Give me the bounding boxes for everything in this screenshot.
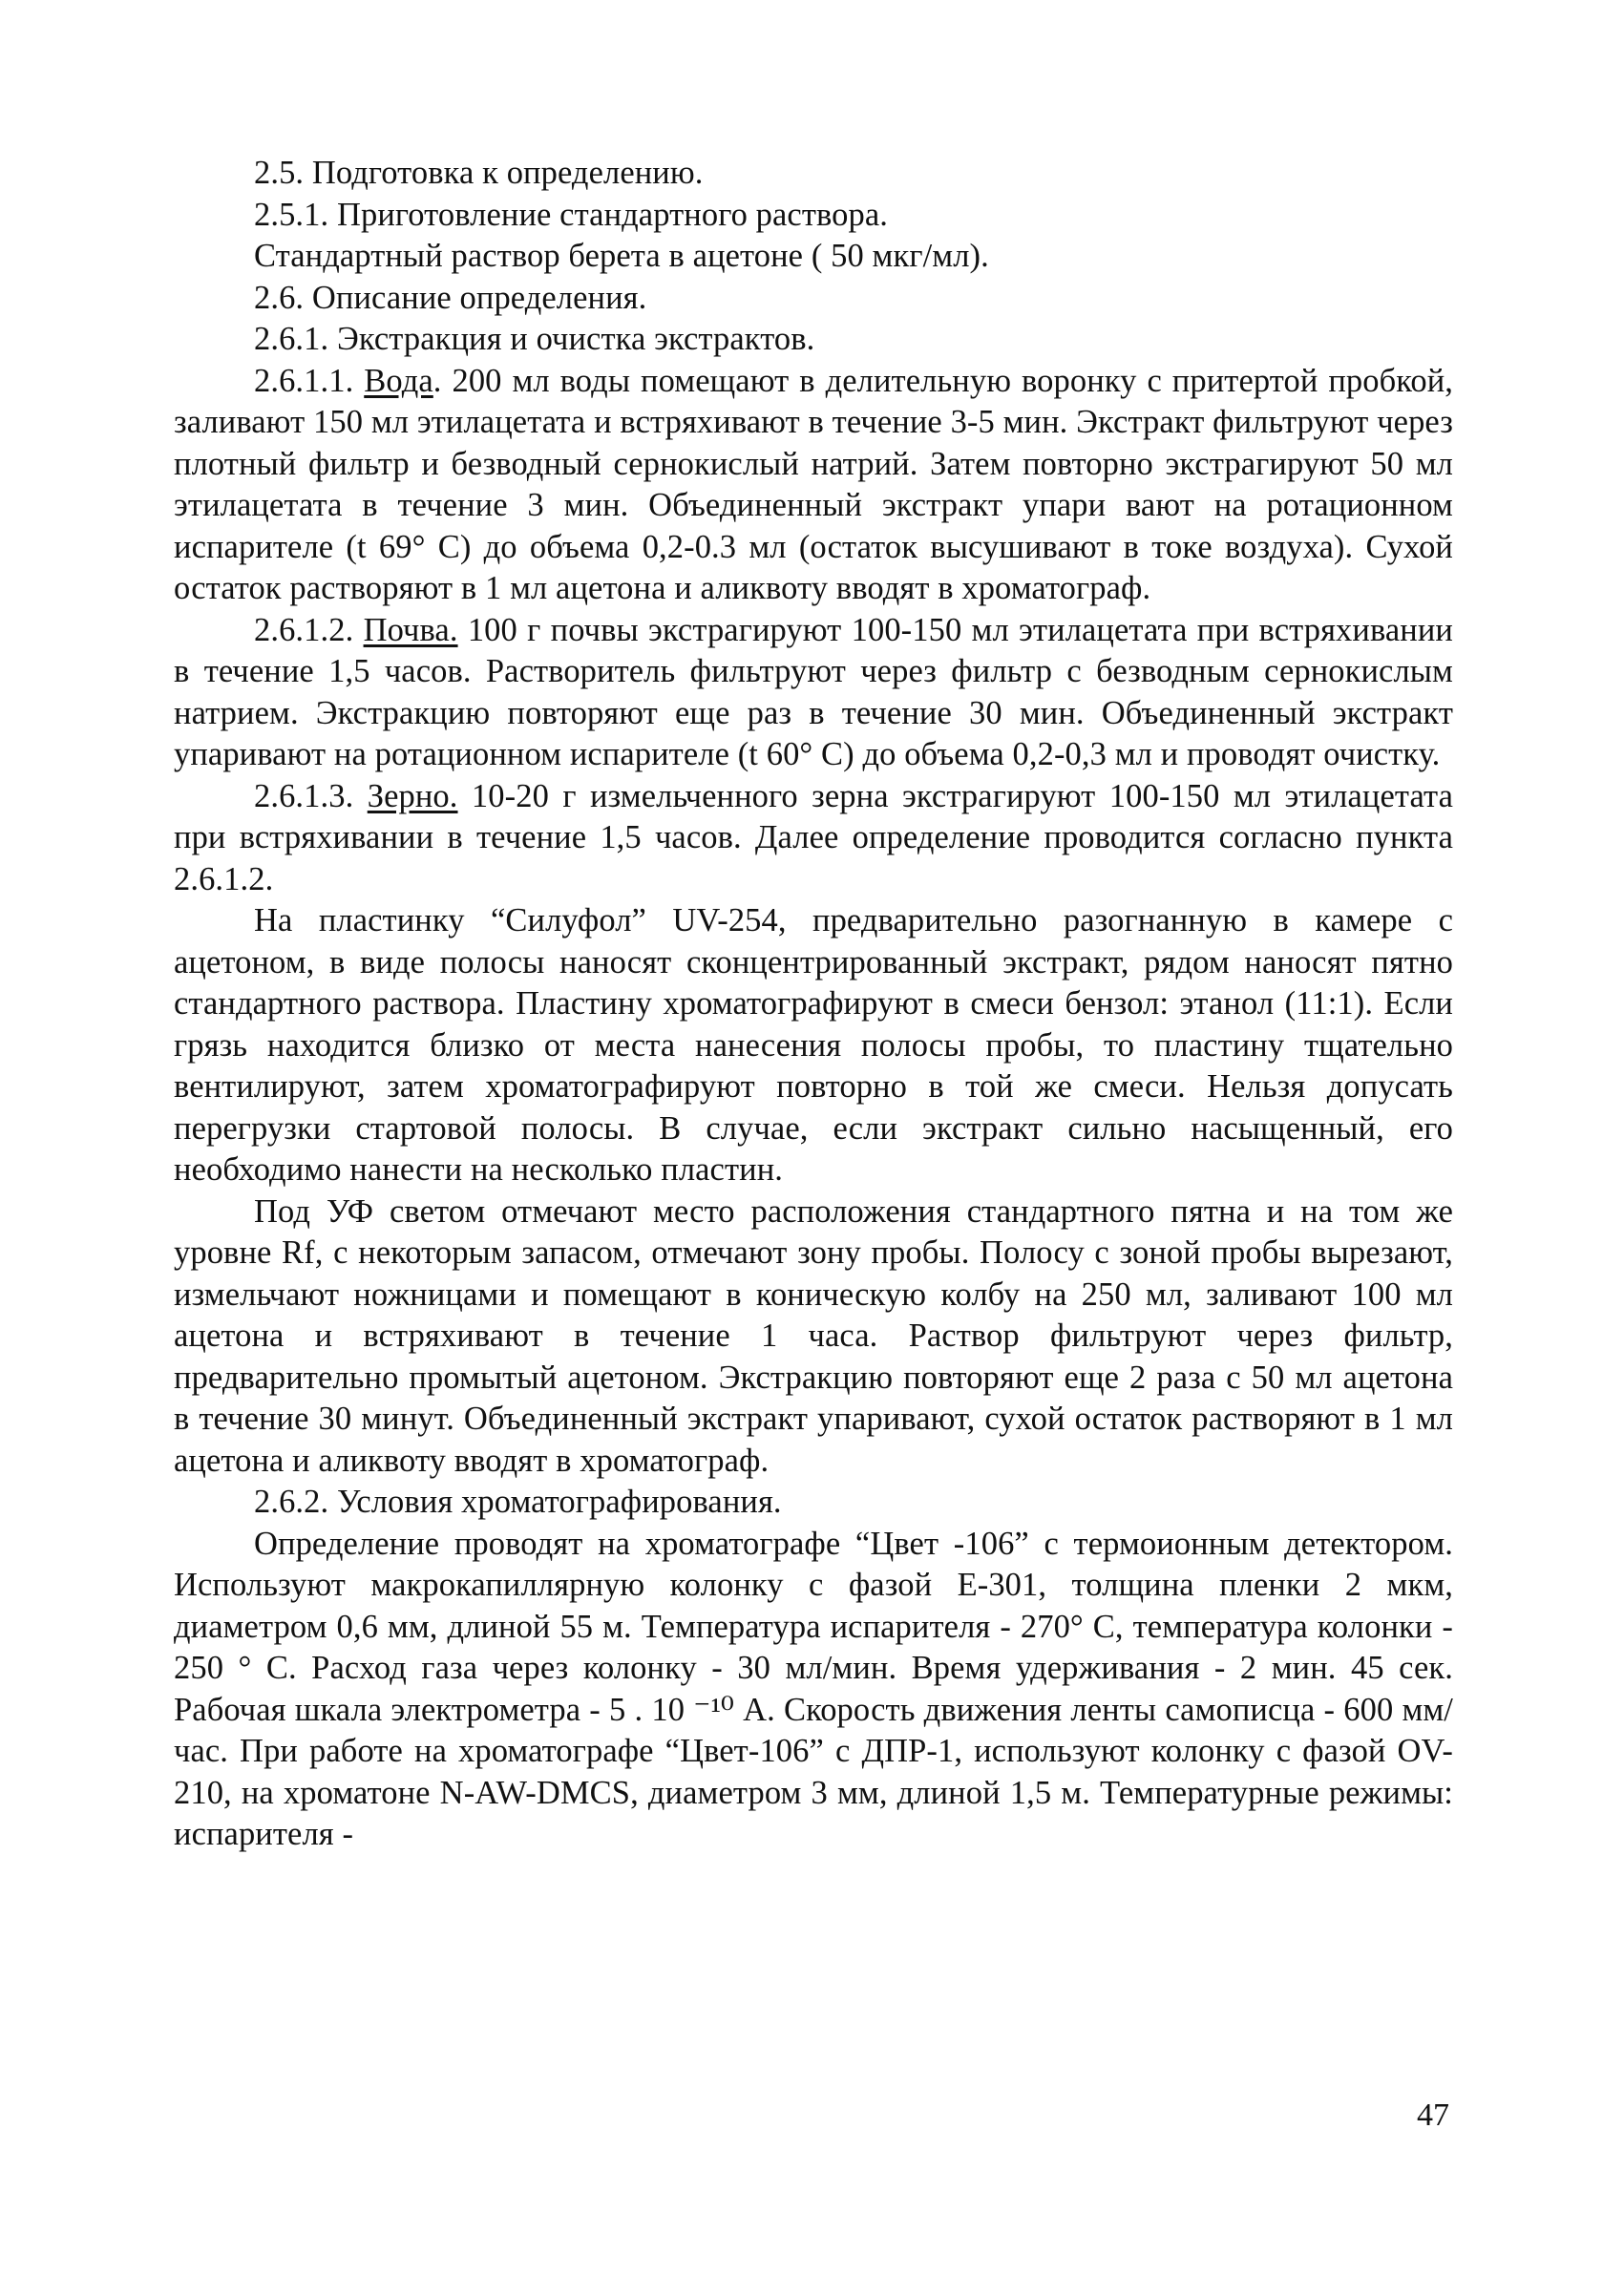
paragraph-chromatography-conditions: Определение проводят на хроматографе “Цвет -106” с термоионным детектором. Используют макрокапиллярную колонку с фазой Е-301, толщина пленки 2 мкм, диаметром 0,6 мм, длиной 55 м. Температура испарителя - 270° С, температура колонки - 250 ° С. Расход газа через колонку - 30 мл/мин. Время удерживания - 2 мин. 45 сек. Рабочая шкала электрометра - 5 . 10 ⁻¹⁰ А. Скорость движения ленты самописца - 600 мм/час. При работе на хроматографе “Цвет-106” с ДПР-1, используют колонку с фазой OV-210, на хроматоне N-AW-DMCS, диаметром 3 мм, длиной 1,5 м. Температурные режимы: испарителя - [174,1525,1453,1852]
heading-2-5: 2.5. Подготовка к определению. [254,155,704,191]
paragraph-grain-title: Зерно. [367,777,458,814]
paragraph-soil [174,610,1453,776]
paragraph-water-number: 2.6.1.1. [254,362,365,399]
standard-solution-line: Стандартный раствор берета в ацетоне ( 50 мкг/мл). [254,238,989,274]
paragraph-soil-number: 2.6.1.2. [254,611,364,648]
heading-2-5-1: 2.5.1. Приготовление стандартного раствора. [254,196,889,233]
paragraph-soil-text: 100 г почвы экстрагируют 100-150 мл этилацетата при встряхивании в течение 1,5 часов. Растворитель фильтруют через фильтр с безводным сернокислым натрием. Экстракцию повторяют еще раз в течение 30 мин. Объединенный экстракт упаривают на ротационном испарителе (t 60° С) до объема 0,2-0,3 мл и проводят очистку. [174,611,1453,772]
document-page [174,153,1453,1856]
page-number: 47 [1417,2098,1449,2133]
paragraph-grain-number: 2.6.1.3. [254,777,368,814]
paragraph-grain-text: 10-20 г измельченного зерна экстрагируют 100-150 мл этилацетата при встряхивании в течение 1,5 часов. Далее определение проводится согласно пункта 2.6.1.2. [174,777,1453,897]
paragraph-silufol-plate: На пластинку “Силуфол” UV-254, предварительно разогнанную в камере с ацетоном, в виде полосы наносят сконцентрированный экстракт, рядом наносят пятно стандартного раствора. Пластину хроматографируют в смеси бензол: этанол (11:1). Если грязь находится близко от места нанесения полосы пробы, то пластину тщательно вентилируют, затем хроматографируют повторно в той же смеси. Нельзя допусать перегрузки стартовой полосы. В случае, если экстракт сильно насыщенный, его необходимо нанести на несколько пластин. [174,902,1453,1188]
paragraph-water [174,361,1453,610]
heading-2-6-2: 2.6.2. Условия хроматографирования. [254,1484,782,1520]
heading-2-6-1: 2.6.1. Экстракция и очистка экстрактов. [254,321,815,357]
paragraph-uv-light: Под УФ светом отмечают место расположения стандартного пятна и на том же уровне Rf, с некоторым запасом, отмечают зону пробы. Полосу с зоной пробы вырезают, измельчают ножницами и помещают в коническую колбу на 250 мл, заливают 100 мл ацетона и встряхивают в течение 1 часа. Раствор фильтруют через фильтр, предварительно промытый ацетоном. Экстракцию повторяют еще 2 раза с 50 мл ацетона в течение 30 минут. Объединенный экстракт упаривают, сухой остаток растворяют в 1 мл ацетона и аликвоту вводят в хроматограф. [174,1192,1453,1479]
paragraph-water-title: Вода [364,362,433,399]
paragraph-soil-title: Почва. [363,611,458,648]
heading-2-6: 2.6. Описание определения. [254,279,647,316]
paragraph-water-text: . 200 мл воды помещают в делительную воронку с притертой пробкой, заливают 150 мл этилацетата и встряхивают в течение 3-5 мин. Экстракт фильтруют через плотный фильтр и безводный сернокислый натрий. Затем повторно экстрагируют 50 мл этилацетата в течение 3 мин. Объединенный экстракт упари вают на ротационном испарителе (t 69° С) до объема 0,2-0.3 мл (остаток высушивают в токе воздуха). Сухой остаток растворяют в 1 мл ацетона и аликвоту вводят в хроматограф. [174,362,1453,606]
paragraph-grain [174,776,1453,901]
